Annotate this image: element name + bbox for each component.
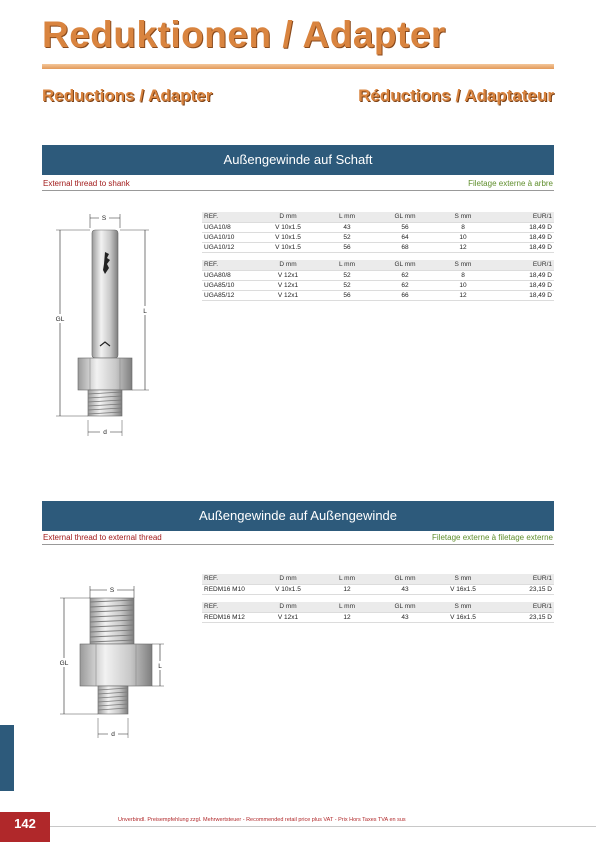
header-cell: D mm [258, 212, 318, 222]
table-cell: 18,49 D [492, 270, 554, 280]
footer-rule [50, 826, 596, 827]
table-cell: 18,49 D [492, 222, 554, 232]
header-cell: D mm [258, 574, 318, 584]
table-cell: 18,49 D [492, 242, 554, 252]
adapter-thread-drawing [52, 580, 172, 745]
table-cell: V 12x1 [258, 270, 318, 280]
table-cell: UGA10/8 [202, 222, 258, 232]
table-cell: 12 [318, 612, 376, 622]
header-cell: REF. [202, 260, 258, 270]
header-cell: L mm [318, 602, 376, 612]
table-cell: 62 [376, 280, 434, 290]
spec-table-thread [202, 574, 554, 623]
table-cell: 52 [318, 270, 376, 280]
dim-label-s: S [101, 215, 107, 222]
header-cell: REF. [202, 212, 258, 222]
table-cell: 8 [434, 270, 492, 280]
table-cell: 12 [318, 584, 376, 594]
table-cell: V 10x1.5 [258, 584, 318, 594]
table-cell: UGA80/8 [202, 270, 258, 280]
header-cell: EUR/1 [492, 602, 554, 612]
header-cell: REF. [202, 574, 258, 584]
table-cell: 18,49 D [492, 280, 554, 290]
section-subline-shank [42, 179, 554, 191]
table-row [202, 280, 554, 290]
table-cell: 8 [434, 222, 492, 232]
table-cell: V 16x1.5 [434, 584, 492, 594]
table-cell: 10 [434, 280, 492, 290]
section-title-thread: Außengewinde auf Außengewinde [42, 501, 554, 531]
header-cell: EUR/1 [492, 574, 554, 584]
table-row [202, 242, 554, 252]
header-cell: GL mm [376, 212, 434, 222]
table-cell: 12 [434, 242, 492, 252]
table-cell: REDM16 M12 [202, 612, 258, 622]
table-cell: V 10x1.5 [258, 222, 318, 232]
table-cell: 62 [376, 270, 434, 280]
dim-label-gl: GL [55, 316, 65, 323]
section-french-label: Filetage externe à arbre [468, 179, 553, 188]
table-cell: UGA85/10 [202, 280, 258, 290]
table-cell: 10 [434, 232, 492, 242]
table-cell: V 10x1.5 [258, 232, 318, 242]
adapter-shank-drawing [50, 210, 170, 440]
table-cell: 18,49 D [492, 232, 554, 242]
table-cell: V 12x1 [258, 280, 318, 290]
table-row [202, 232, 554, 242]
dim-label-l: L [143, 308, 147, 315]
header-cell: GL mm [376, 260, 434, 270]
table-cell: 23,15 D [492, 584, 554, 594]
header-cell: S mm [434, 260, 492, 270]
header-cell: GL mm [376, 602, 434, 612]
header-cell: GL mm [376, 574, 434, 584]
page-number: 142 [0, 812, 50, 842]
table-cell: UGA10/10 [202, 232, 258, 242]
section-english-label: External thread to shank [43, 179, 130, 188]
table-cell: 12 [434, 290, 492, 300]
dim-label-d: d [111, 731, 115, 738]
section-english-label: External thread to external thread [43, 533, 162, 542]
table-cell: 56 [318, 242, 376, 252]
table-cell: 43 [376, 584, 434, 594]
table-cell: V 12x1 [258, 290, 318, 300]
table-cell: V 16x1.5 [434, 612, 492, 622]
dim-label-l: L [158, 663, 162, 670]
table-cell: 43 [318, 222, 376, 232]
table-cell: 18,49 D [492, 290, 554, 300]
table-header-row [202, 260, 554, 270]
price-note: Unverbindl. Preisempfehlung zzgl. Mehrwertsteuer - Recommended retail price plus VAT - Prix Hors Taxes TVA en sus [118, 817, 406, 823]
table-cell: V 10x1.5 [258, 242, 318, 252]
table-cell: 66 [376, 290, 434, 300]
title-rule [42, 64, 554, 69]
table-cell: 52 [318, 232, 376, 242]
page-title: Reduktionen / Adapter [42, 14, 446, 55]
table-cell: 52 [318, 280, 376, 290]
table-cell: V 12x1 [258, 612, 318, 622]
table-cell: 68 [376, 242, 434, 252]
table-cell: 56 [376, 222, 434, 232]
header-cell: D mm [258, 602, 318, 612]
spec-table-shank [202, 212, 554, 301]
table-cell: 43 [376, 612, 434, 622]
table-row [202, 222, 554, 232]
table-row [202, 612, 554, 622]
table-header-row [202, 212, 554, 222]
header-cell: S mm [434, 212, 492, 222]
table-cell: REDM16 M10 [202, 584, 258, 594]
table-header-row [202, 602, 554, 612]
header-cell: L mm [318, 574, 376, 584]
subtitle-french: Réductions / Adaptateur [358, 86, 554, 105]
table-cell: UGA85/12 [202, 290, 258, 300]
table-row [202, 584, 554, 594]
table-cell: 23,15 D [492, 612, 554, 622]
table-row [202, 290, 554, 300]
section-subline-thread [42, 533, 554, 545]
dim-label-gl: GL [59, 660, 69, 667]
header-cell: D mm [258, 260, 318, 270]
header-cell: EUR/1 [492, 260, 554, 270]
dim-label-s: S [109, 587, 115, 594]
section-french-label: Filetage externe à filetage externe [432, 533, 553, 542]
table-cell: UGA10/12 [202, 242, 258, 252]
table-header-row [202, 574, 554, 584]
subtitle-english: Reductions / Adapter [42, 86, 213, 105]
header-cell: L mm [318, 212, 376, 222]
table-cell: 64 [376, 232, 434, 242]
header-cell: L mm [318, 260, 376, 270]
chapter-side-tab [0, 725, 14, 791]
dim-label-d: d [103, 429, 107, 436]
section-title-shank: Außengewinde auf Schaft [42, 145, 554, 175]
header-cell: S mm [434, 602, 492, 612]
header-cell: S mm [434, 574, 492, 584]
header-cell: REF. [202, 602, 258, 612]
table-cell: 56 [318, 290, 376, 300]
header-cell: EUR/1 [492, 212, 554, 222]
table-row [202, 270, 554, 280]
